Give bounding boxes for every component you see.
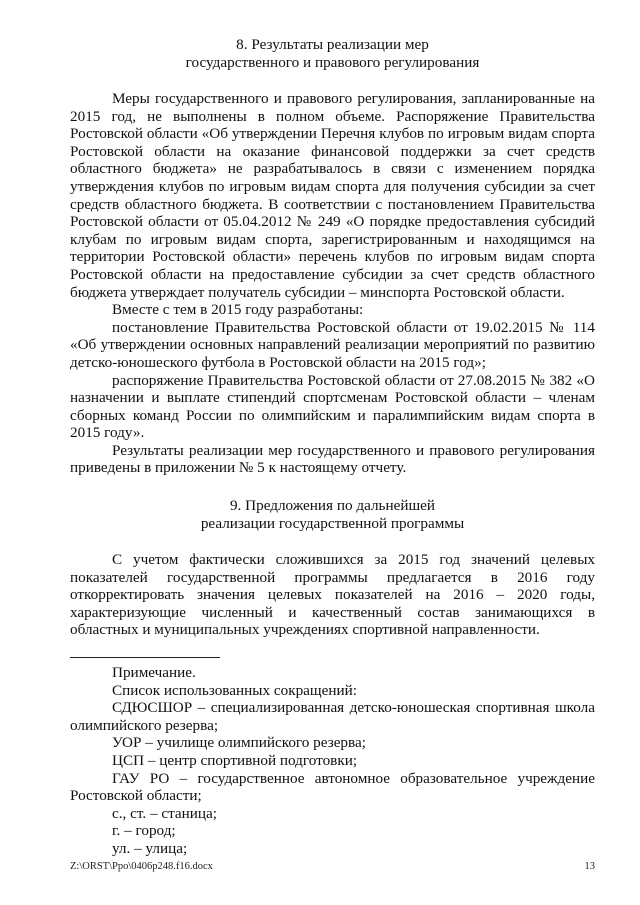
note-line: г. – город; bbox=[112, 822, 176, 840]
note-line: СДЮСШОР – специализированная детско-юношеская спортивная школа олимпийского резерва; bbox=[70, 699, 595, 734]
section-8-paragraph: распоряжение Правительства Ростовской области от 27.08.2015 № 382 «О назначении и выплате стипендий спортсменам Ростовской области – членам сборных команд России по олимпийским и паралимпийским видам спорта в 2015 году». bbox=[70, 371, 595, 442]
note-line: ул. – улица; bbox=[112, 839, 188, 857]
note-line: с., ст. – станица; bbox=[112, 804, 217, 822]
note-line: ЦСП – центр спортивной подготовки; bbox=[112, 752, 358, 769]
page-number: 13 bbox=[584, 861, 595, 872]
section-8-title-line-2: государственного и правового регулирования bbox=[185, 54, 480, 71]
note-line: Примечание. bbox=[112, 664, 196, 682]
section-8-paragraph: Результаты реализации мер государственного и правового регулирования приведены в приложении № 5 к настоящему отчету. bbox=[70, 441, 595, 477]
section-9-title-line-1: 9. Предложения по дальнейшей bbox=[229, 497, 436, 515]
section-9-title-line-2: реализации государственной программы bbox=[200, 515, 465, 533]
note-line: УОР – училище олимпийского резерва; bbox=[112, 734, 366, 752]
note-line: Список использованных сокращений: bbox=[112, 681, 357, 699]
section-8-paragraph: Меры государственного и правового регулирования, запланированные на 2015 год, не выполнены в полном объеме. Распоряжение Правительства Ростовской области «Об утверждении Перечня клубов по игровым видам спорта Ростовской области на оказание финансовой поддержки за счет средств областного бюджета» не разрабатывалось в связи с изменением порядка утверждения клубов по игровым видам спорта для получения субсидии за счет средств областного бюджета. В соответствии с постановлением Правительства Ростовской области от 05.04.2012 № 249 «О порядке предоставления субсидий клубам по игровым видам спорта, зарегистрированным и находящимся на территории Ростовской области» перечень клубов по игровым видам спорта Ростовской области на предоставление субсидии за счет средств областного бюджета утверждает получатель субсидии – минспорта Ростовской области. bbox=[70, 90, 595, 301]
file-path: Z:\ORST\Ppo\0406p248.f16.docx bbox=[70, 861, 213, 872]
section-8-paragraph: Вместе с тем в 2015 году разработаны: bbox=[112, 301, 364, 319]
footnote-divider bbox=[70, 657, 220, 658]
document-page bbox=[70, 36, 595, 858]
section-8-title-line-1: 8. Результаты реализации мер bbox=[236, 36, 429, 53]
section-8-paragraph: постановление Правительства Ростовской области от 19.02.2015 № 114 «Об утверждении основных направлений реализации мероприятий по развитию детско-юношеского футбола в Ростовской области на 2015 год»; bbox=[70, 318, 595, 371]
section-9-paragraph: С учетом фактически сложившихся за 2015 год значений целевых показателей государственной программы предлагается в 2016 году откорректировать значения целевых показателей на 2016 – 2020 годы, характеризующие численный и качественный состав занимающихся в областных и муниципальных учреждениях спортивной направленности. bbox=[70, 551, 595, 639]
note-line: ГАУ РО – государственное автономное образовательное учреждение Ростовской области; bbox=[70, 769, 595, 805]
